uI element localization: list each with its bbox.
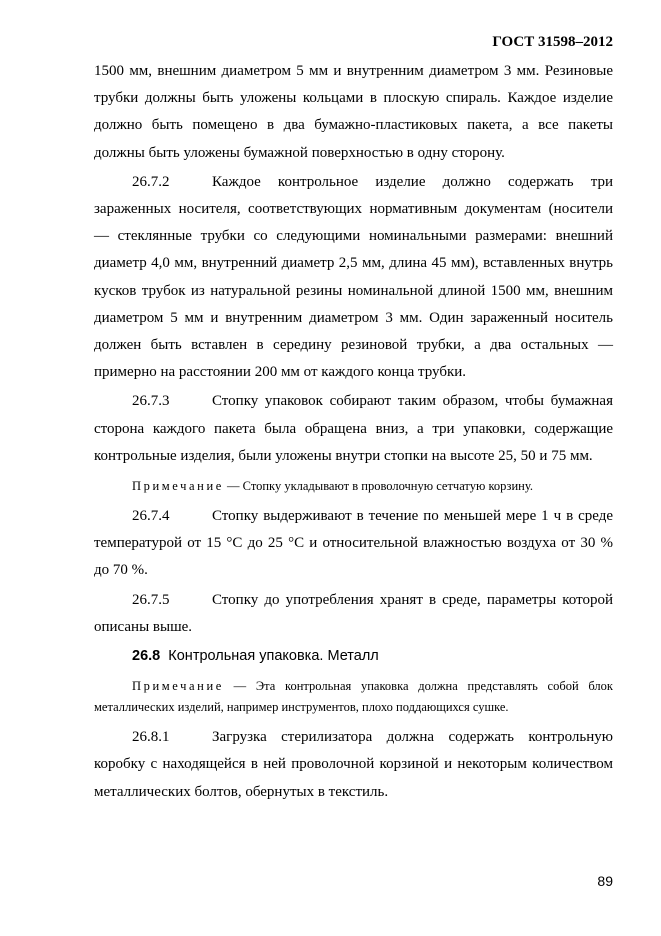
section-number: 26.8	[132, 648, 161, 665]
note-text: — Эта контрольная упаковка должна представлять собой блок металлических изделий, например инструментов, плохо поддающихся сушке.	[94, 679, 613, 715]
clause-26-7-4	[94, 503, 613, 585]
clause-number: 26.7.3	[132, 393, 170, 410]
clause-26-7-3	[94, 388, 613, 470]
note-2	[94, 676, 613, 718]
clause-text: Каждое контрольное изделие должно содержать три зараженных носителя, соответствующих нормативным документам (носители — стеклянные трубки со следующими номинальными размерами: внешний диаметр 4,0 мм, внутренний диаметр 2,5 мм, длина 45 мм), вставленных внутрь кусков трубок из натуральной резины номинальной длиной 1500 мм, внешним диаметром 5 мм и внутренним диаметром 3 мм. Один зараженный носитель должен быть вставлен в середину резиновой трубки, а два остальных — примерно на расстоянии 200 мм от каждого конца трубки.	[94, 173, 613, 381]
clause-number: 26.8.1	[132, 729, 170, 746]
clause-text: Стопку выдерживают в течение по меньшей мере 1 ч в среде температурой от 15 °С до 25 °С и относительной влажностью воздуха от 30 % до 70 %.	[94, 508, 613, 579]
clause-26-7-2	[94, 169, 613, 387]
clause-text: Стопку до употребления хранят в среде, параметры которой описаны выше.	[94, 591, 613, 635]
note-text: — Стопку укладывают в проволочную сетчатую корзину.	[223, 479, 533, 494]
paragraph-continuation: 1500 мм, внешним диаметром 5 мм и внутренним диаметром 3 мм. Резиновые трубки должны быть уложены кольцами в плоскую спираль. Каждое изделие должно быть помещено в два бумажно-пластиковых пакета, а все пакеты должны быть уложены бумажной поверхностью в одну сторону.	[94, 63, 613, 161]
clause-26-8-1	[94, 724, 613, 806]
section-title: Контрольная упаковка. Металл	[168, 648, 379, 665]
page-body	[94, 58, 613, 806]
clause-number: 26.7.2	[132, 173, 170, 190]
note-1	[94, 476, 613, 497]
clause-text: Загрузка стерилизатора должна содержать контрольную коробку с находящейся в ней проволочной корзиной и некоторым количеством металлических болтов, обернутых в текстиль.	[94, 729, 613, 800]
section-26-8-heading	[94, 643, 613, 670]
clause-number: 26.7.5	[132, 591, 170, 608]
clause-text: Стопку упаковок собирают таким образом, чтобы бумажная сторона каждого пакета была обращена вниз, а три упаковки, содержащие контрольные изделия, были уложены внутри стопки на высоте 25, 50 и 75 мм.	[94, 393, 613, 464]
document-header-standard: ГОСТ 31598–2012	[492, 34, 613, 50]
note-label: Примечание	[132, 479, 224, 494]
clause-26-7-5	[94, 587, 613, 641]
page-number: 89	[597, 873, 613, 889]
clause-number: 26.7.4	[132, 508, 170, 525]
note-label: Примечание	[132, 679, 224, 694]
